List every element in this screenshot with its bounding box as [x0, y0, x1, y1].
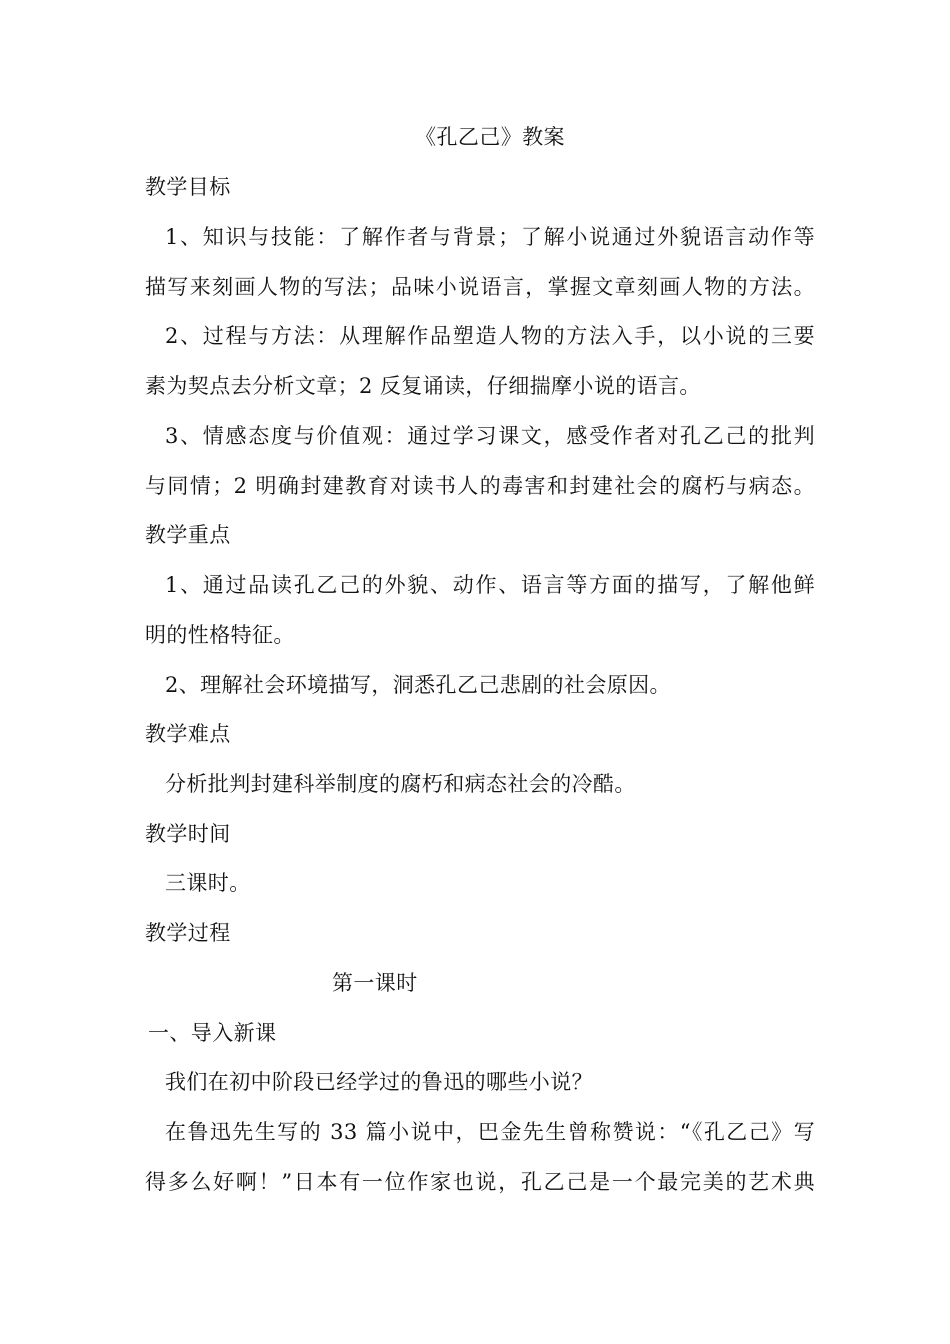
section-heading-difficulties: 教学难点 [145, 722, 231, 746]
paragraph-line: 在鲁迅先生写的 33 篇小说中，巴金先生曾称赞说：“《孔乙己》写 [165, 1120, 815, 1144]
section-heading-process: 教学过程 [145, 921, 231, 945]
paragraph-line: 与同情；2 明确封建教育对读书人的毒害和封建社会的腐朽与病态。 [145, 474, 815, 498]
paragraph-line: 2、理解社会环境描写，洞悉孔乙己悲剧的社会原因。 [165, 673, 671, 697]
subsection-heading: 一、导入新课 [148, 1021, 277, 1045]
paragraph-line: 2、过程与方法：从理解作品塑造人物的方法入手，以小说的三要 [165, 324, 815, 348]
paragraph-line: 素为契点去分析文章；2 反复诵读，仔细揣摩小说的语言。 [145, 374, 701, 398]
paragraph-line: 明的性格特征。 [145, 623, 295, 647]
document-title: 《孔乙己》教案 [415, 125, 565, 149]
paragraph-line: 得多么好啊！”日本有一位作家也说，孔乙己是一个最完美的艺术典 [145, 1170, 815, 1194]
paragraph-line: 分析批判封建科举制度的腐朽和病态社会的冷酷。 [165, 772, 636, 796]
section-heading-key-points: 教学重点 [145, 523, 231, 547]
section-heading-objectives: 教学目标 [145, 175, 231, 199]
paragraph-line: 描写来刻画人物的写法；品味小说语言，掌握文章刻画人物的方法。 [145, 275, 815, 299]
paragraph-line: 1、通过品读孔乙己的外貌、动作、语言等方面的描写，了解他鲜 [165, 573, 815, 597]
paragraph-line: 我们在初中阶段已经学过的鲁迅的哪些小说？ [165, 1070, 593, 1094]
paragraph-line: 1、知识与技能：了解作者与背景；了解小说通过外貌语言动作等 [165, 225, 815, 249]
section-heading-time: 教学时间 [145, 822, 231, 846]
lesson-heading: 第一课时 [332, 971, 418, 995]
paragraph-line: 3、情感态度与价值观：通过学习课文，感受作者对孔乙己的批判 [165, 424, 815, 448]
paragraph-line: 三课时。 [165, 871, 251, 895]
